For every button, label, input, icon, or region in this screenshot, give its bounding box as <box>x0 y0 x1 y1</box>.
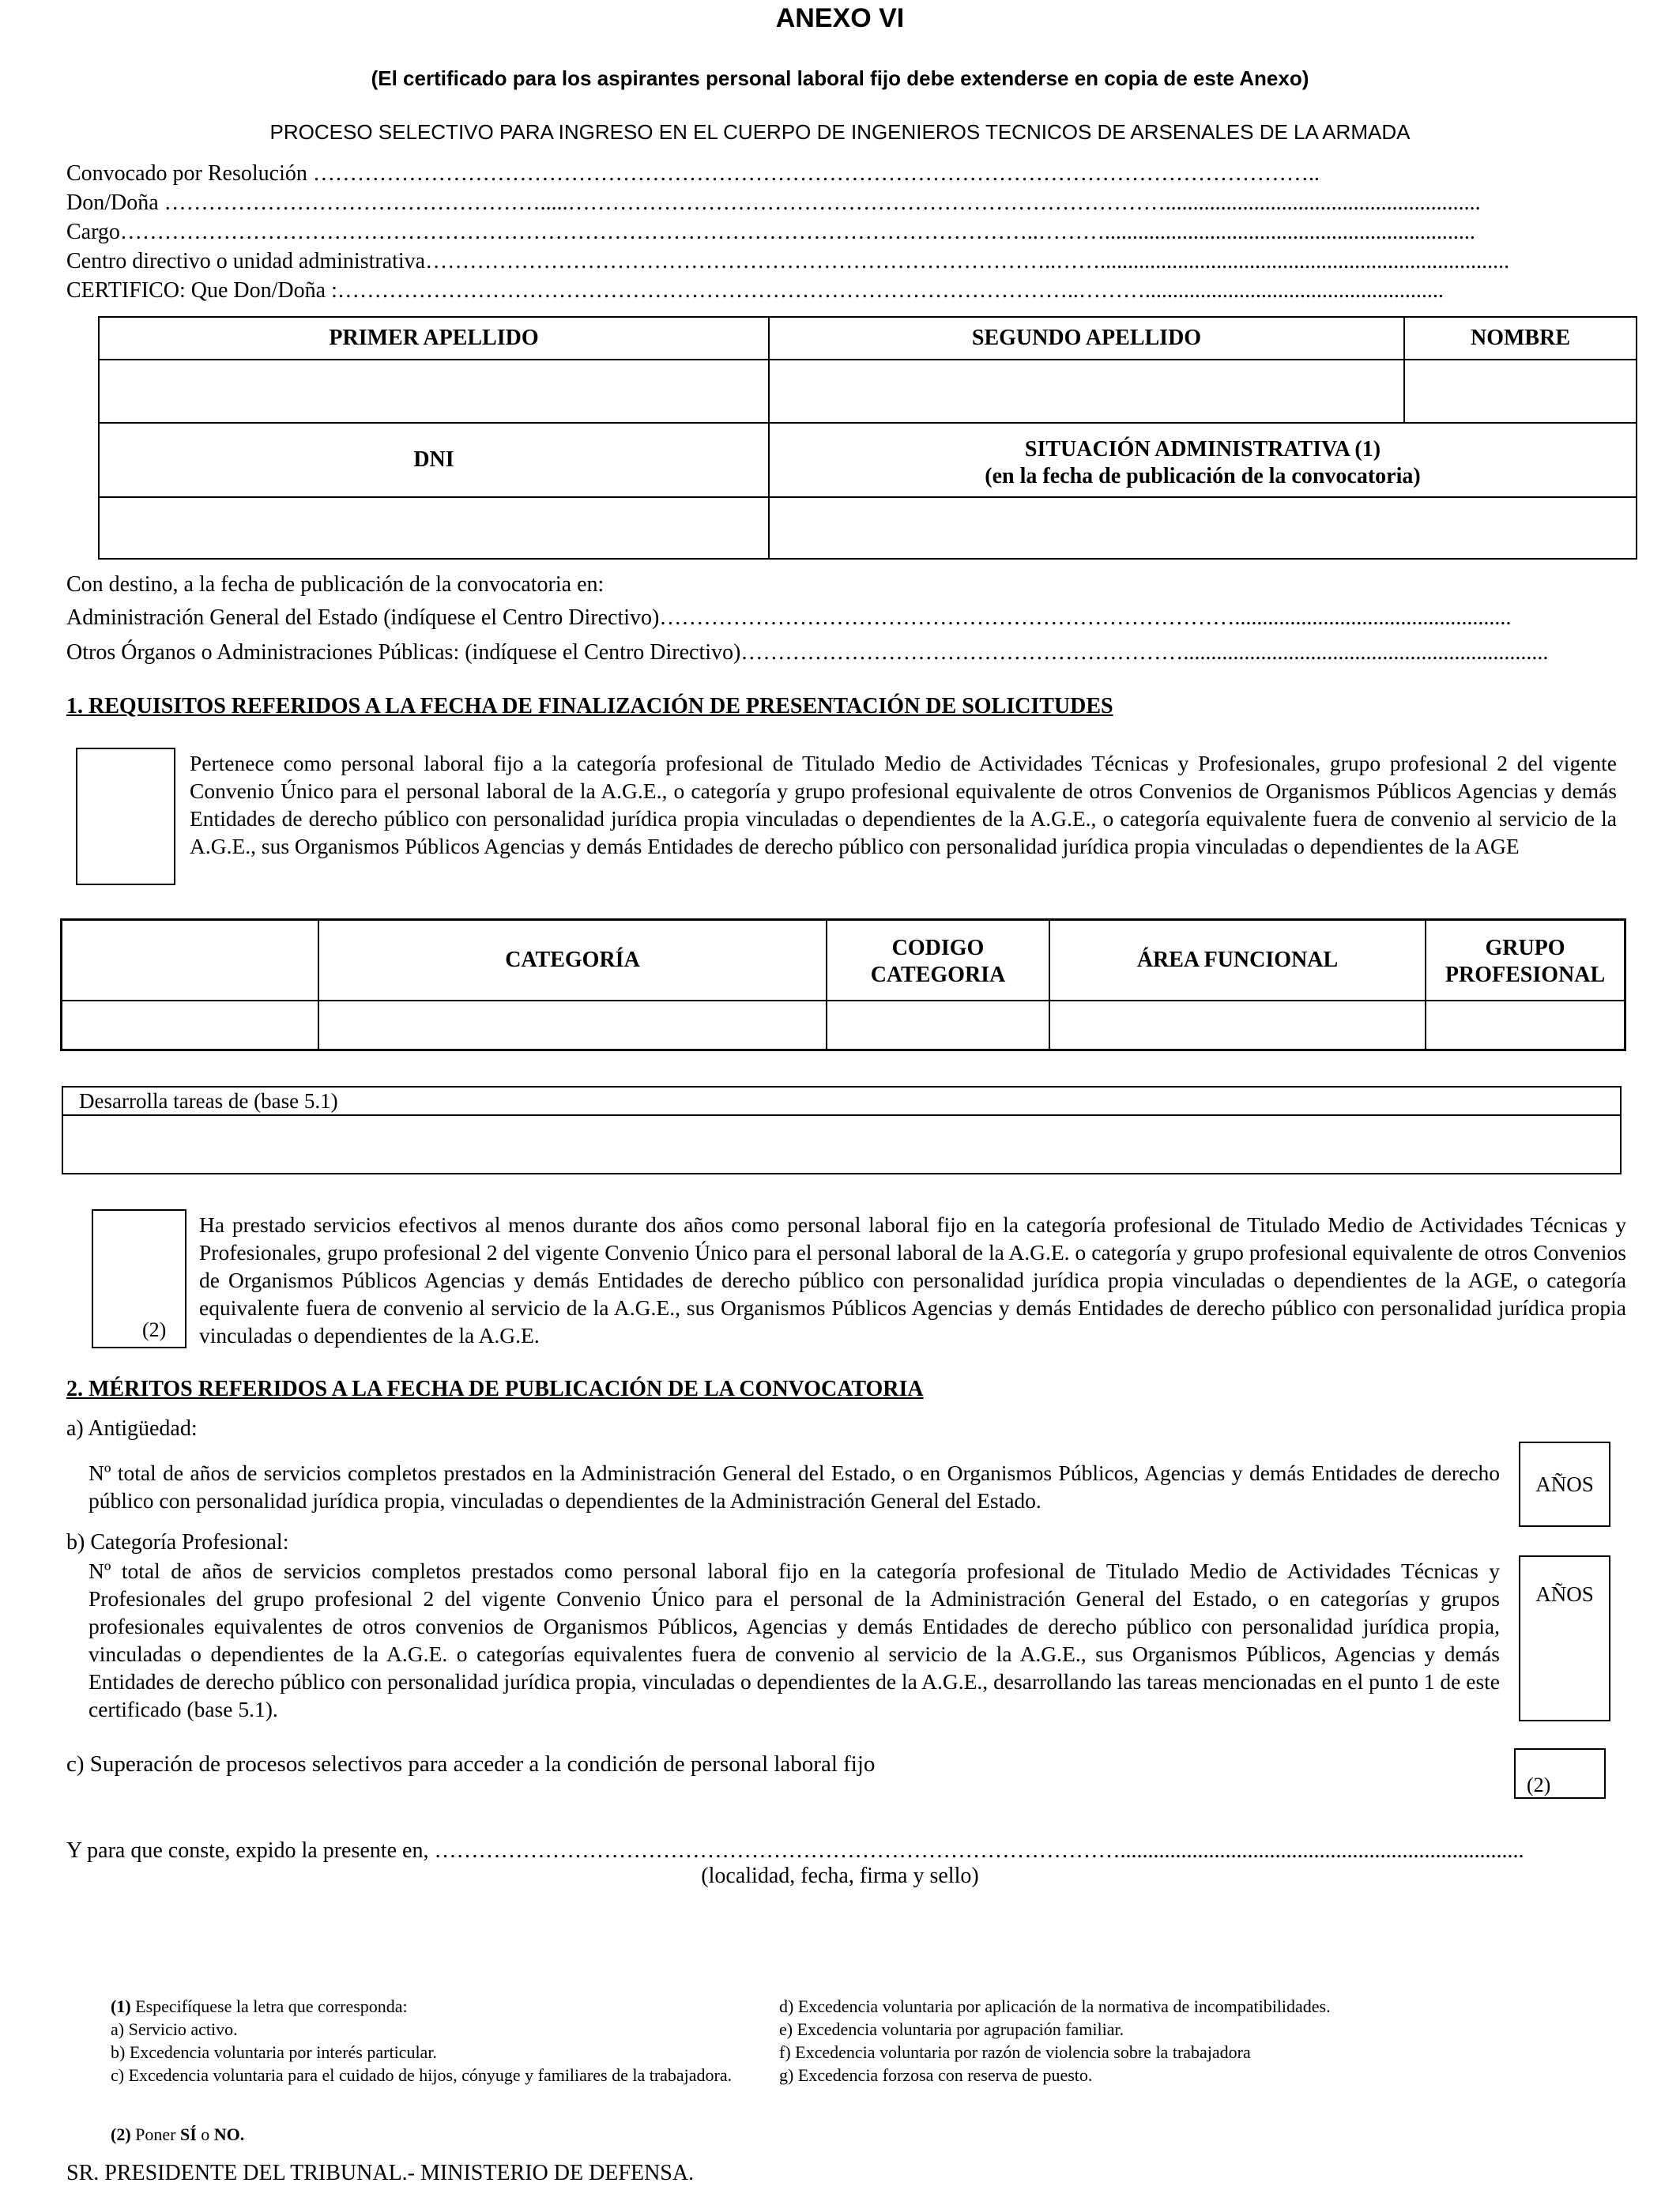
pertenece-checkbox[interactable] <box>76 748 175 885</box>
firma-caption: (localidad, fecha, firma y sello) <box>701 1864 979 1888</box>
header-segundo-apellido: SEGUNDO APELLIDO <box>971 326 1202 350</box>
categoria-input[interactable] <box>319 1001 826 1049</box>
note-d: d) Excedencia voluntaria por aplicación de la normativa de incompatibilidades. <box>779 1996 1331 2016</box>
desarrolla-label: Desarrolla tareas de (base 5.1) <box>79 1089 338 1113</box>
note-2-no: NO. <box>213 2124 245 2144</box>
note-c: c) Excedencia voluntaria para el cuidado de hijos, cónyuge y familiares de la trabajadora. <box>111 2065 733 2085</box>
category-table <box>60 918 1626 1051</box>
desarrolla-input[interactable] <box>63 1116 1620 1173</box>
categoria-anos-box[interactable] <box>1519 1555 1610 1721</box>
servicios-mark: (2) <box>142 1318 167 1341</box>
desarrolla-box <box>62 1086 1622 1174</box>
certifico-field[interactable]: CERTIFICO: Que Don/Doña :………………………………………………………………………………………..………...................................................... <box>66 278 1444 303</box>
note-2-or: o <box>196 2124 214 2144</box>
situacion-line-2: (en la fecha de publicación de la convocatoria) <box>985 464 1421 488</box>
centro-field[interactable]: Centro directivo o unidad administrativa…………………………………………………………………………..…….......................................................................... <box>66 249 1510 273</box>
page-subtitle: (El certificado para los aspirantes personal laboral fijo debe extenderse en copia de este Anexo) <box>371 66 1309 90</box>
expido-field[interactable]: Y para que conste, expido la presente en, …………………………………………………………………………………......................................................................... <box>66 1838 1524 1863</box>
section-1-heading: 1. REQUISITOS REFERIDOS A LA FECHA DE FINALIZACIÓN DE PRESENTACIÓN DE SOLICITUDES <box>66 694 1113 718</box>
note-2-number: (2) <box>111 2124 131 2144</box>
convocado-field[interactable]: Convocado por Resolución ……………………………………………………………………………………………………………………….. <box>66 161 1320 186</box>
cargo-field[interactable]: Cargo……………………………………………………………………………………………………………..………................................................................... <box>66 220 1475 244</box>
notes-left <box>111 1995 759 2087</box>
servicios-checkbox[interactable] <box>92 1209 186 1348</box>
note-1-text: Especifíquese la letra que corresponda: <box>130 1996 408 2016</box>
antiguedad-anos-box[interactable]: AÑOS <box>1519 1442 1610 1527</box>
grupo-line-1: GRUPO <box>1485 936 1565 960</box>
destino-intro: Con destino, a la fecha de publicación de la convocatoria en: <box>66 572 605 597</box>
note-2 <box>111 2123 244 2146</box>
section-2-heading: 2. MÉRITOS REFERIDOS A LA FECHA DE PUBLICACIÓN DE LA CONVOCATORIA <box>66 1377 924 1401</box>
primer-apellido-input[interactable] <box>100 360 768 422</box>
note-1-heading <box>111 1995 759 2018</box>
segundo-apellido-input[interactable] <box>770 360 1403 422</box>
antiguedad-text: Nº total de años de servicios completos prestados en la Administración General del Estado, o en Organismos Públicos, Agencias y demás Entidades de derecho público con personalidad jurídica propia, vinculadas o dependientes de la Administración General del Estado. <box>89 1461 1500 1513</box>
don-field[interactable]: Don/Doña …………………………………………….....………………………………………………………………………......................................................... <box>66 190 1481 215</box>
header-situacion <box>770 436 1636 490</box>
header-codigo-categoria <box>827 935 1049 989</box>
pertenece-paragraph: Pertenece como personal laboral fijo a la categoría profesional de Titulado Medio de Actividades Técnicas y Profesionales, grupo profesional 2 del vigente Convenio Único para el personal laboral de la A.G.E., o categoría y grupo profesional equivalente de otros Convenios de Organismos Públicos Agencias y demás Entidades de derecho público con personalidad jurídica propia vinculadas o dependientes de la A.G.E., o categoría equivalente fuera de convenio al servicio de la A.G.E., sus Organismos Públicos Agencias y demás Entidades de derecho público con personalidad jurídica propia vinculadas o dependientes de la AGE <box>190 751 1617 858</box>
note-f: f) Excedencia voluntaria por razón de violencia sobre la trabajadora <box>779 2042 1251 2062</box>
notes-right <box>779 1995 1569 2087</box>
situacion-input[interactable] <box>770 498 1636 558</box>
servicios-paragraph: Ha prestado servicios efectivos al menos durante dos años como personal laboral fijo en la categoría profesional de Titulado Medio de Actividades Técnicas y Profesionales, grupo profesional 2 del vigente Convenio Único para el personal laboral de la A.G.E. o categoría y grupo profesional equivalente de otros Convenios de Organismos Públicos Agencias y demás Entidades de derecho público con personalidad jurídica propia vinculadas o dependientes de la AGE, o categoría equivalente fuera de convenio al servicio de la A.G.E., sus Organismos Públicos Agencias y demás Entidades de derecho público con personalidad jurídica propia vinculadas o dependientes de la A.G.E. <box>199 1212 1626 1348</box>
categoria-text: Nº total de años de servicios completos prestados como personal laboral fijo en la categoría profesional de Titulado Medio de Actividades Técnicas y Profesionales del grupo profesional 2 del vigente Convenio Único para el personal de la Administración General del Estado, o en categorías y grupos profesionales equivalentes de otros convenios de Organismos Públicos, Agencias y demás Entidades de derecho público con personalidad jurídica propia, vinculadas o dependientes de la A.G.E. o categorías equivalentes fuera de convenio al servicio de la A.G.E., sus Organismos Públicos, Agencias y demás Entidades de derecho público con personalidad jurídica propia, vinculadas o dependientes de la A.G.E., desarrollando las tareas mencionadas en el punto 1 de este certificado (base 5.1). <box>89 1559 1500 1721</box>
grupo-profesional-input[interactable] <box>1426 1001 1624 1049</box>
nombre-input[interactable] <box>1405 360 1636 422</box>
codigo-line-2: CATEGORIA <box>870 963 1006 987</box>
note-e: e) Excedencia voluntaria por agrupación familiar. <box>779 2019 1124 2039</box>
superacion-mark: (2) <box>1527 1774 1551 1796</box>
codigo-line-1: CODIGO <box>891 936 985 960</box>
dni-input[interactable] <box>100 498 768 558</box>
header-nombre: NOMBRE <box>1471 326 1570 350</box>
process-title: PROCESO SELECTIVO PARA INGRESO EN EL CUERPO DE INGENIEROS TECNICOS DE ARSENALES DE LA ARMADA <box>269 120 1411 144</box>
superacion-label: c) Superación de procesos selectivos para acceder a la condición de personal laboral fijo <box>66 1751 876 1777</box>
categoria-anos-label: AÑOS <box>1535 1582 1594 1606</box>
personal-data-table <box>98 316 1637 560</box>
note-b: b) Excedencia voluntaria por interés particular. <box>111 2042 437 2062</box>
grupo-line-2: PROFESIONAL <box>1445 963 1606 987</box>
situacion-line-1: SITUACIÓN ADMINISTRATIVA (1) <box>1024 437 1381 462</box>
header-primer-apellido: PRIMER APELLIDO <box>329 326 539 350</box>
codigo-categoria-input[interactable] <box>827 1001 1049 1049</box>
note-1-number: (1) <box>111 1996 131 2016</box>
antiguedad-label: a) Antigüedad: <box>66 1416 198 1441</box>
header-grupo-profesional <box>1426 935 1624 989</box>
area-funcional-input[interactable] <box>1050 1001 1425 1049</box>
destino-otros-field[interactable]: Otros Órganos o Administraciones Públicas: (indíquese el Centro Directivo)…………………………………………………….................................................................. <box>66 640 1549 665</box>
note-2-si: SÍ <box>179 2124 197 2144</box>
superacion-box[interactable] <box>1514 1748 1606 1799</box>
note-a: a) Servicio activo. <box>111 2019 238 2039</box>
header-categoria: CATEGORÍA <box>505 948 640 972</box>
header-area-funcional: ÁREA FUNCIONAL <box>1136 948 1339 972</box>
note-g: g) Excedencia forzosa con reserva de puesto. <box>779 2065 1093 2085</box>
footer-addressee: SR. PRESIDENTE DEL TRIBUNAL.- MINISTERIO DE DEFENSA. <box>66 2161 695 2185</box>
destino-age-field[interactable]: Administración General del Estado (indíquese el Centro Directivo)…………………………………………………………………….................................................. <box>66 605 1512 630</box>
categoria-label: b) Categoría Profesional: <box>66 1530 289 1555</box>
note-2-text: Poner <box>130 2124 180 2144</box>
page-title: ANEXO VI <box>775 3 905 33</box>
header-dni: DNI <box>413 447 454 472</box>
